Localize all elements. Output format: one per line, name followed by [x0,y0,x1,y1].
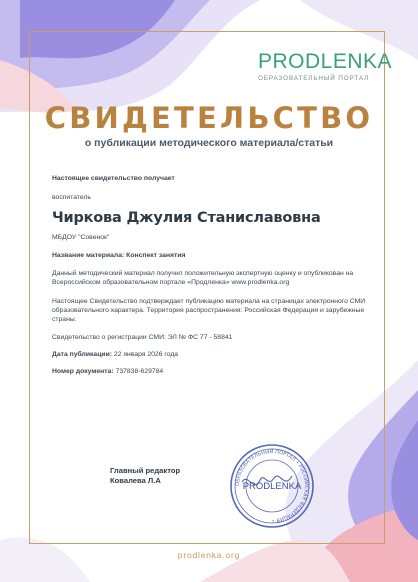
intro-text: Настоящее свидетельство получает [52,175,175,182]
certificate-title: СВИДЕТЕЛЬСТВО [44,101,374,135]
material-value: Конспект занятия [126,252,186,259]
official-stamp [228,442,316,530]
prodlenka-logo [258,50,393,82]
signer-block [110,466,180,486]
logo-name: PRODLENKA [258,50,393,73]
signer-name: Ковалева Л.А [110,476,161,485]
confirmation-text: Настоящее Свидетельство подтверждает публикацию материала на страницах электронного СМИ образовательного характера. Территория распространения: Российская Федерация и зарубежные страны. [52,298,366,323]
footer-site[interactable]: prodlenka.org [177,550,241,560]
date-value: 22 января 2026 года [113,351,179,358]
material-line [52,251,185,260]
document-label: Номер документа: [52,368,114,375]
signer-title: Главный редактор [110,466,181,475]
recipient-name: Чиркова Джулия Станиславовна [52,210,321,226]
stamp-ring-text: ОБРАЗОВАТЕЛЬНЫЙ ПОРТАЛ • РОССИЙСКАЯ ФЕДЕРАЦИЯ • [234,448,310,524]
material-label: Название материала: [52,252,125,259]
stamp-center-text: PRODLENKA [242,481,302,492]
date-label: Дата публикации: [52,351,113,358]
organization: МБДОУ "Совенок" [52,234,110,241]
logo-subtitle: ОБРАЗОВАТЕЛЬНЫЙ ПОРТАЛ [258,75,370,82]
certificate-subtitle: о публикации методического материала/статьи [84,137,334,149]
date-line [52,350,178,359]
document-value: 737838-629784 [115,368,164,375]
recipient-position: воспитатель [52,194,91,201]
document-line [52,367,163,376]
registration-text: Свидетельство о регистрации СМИ: ЭЛ № ФС 77 - 58841 [52,334,233,341]
expertise-text: Данный методический материал получил положительную экспертную оценку и опубликован на Всероссийском образовательном портале «Продленка» www.prodlenka.org [52,270,354,286]
